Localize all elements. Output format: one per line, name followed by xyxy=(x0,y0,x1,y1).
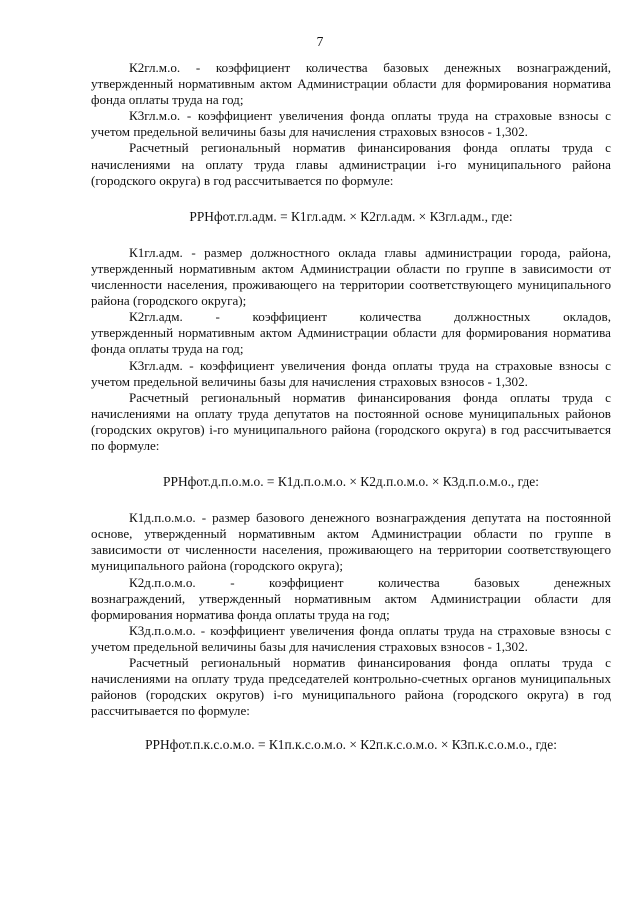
formula-audit-chairs: РРНфот.п.к.с.о.м.о. = К1п.к.с.о.м.о. × К2п.к.с.о.м.о. × К3п.к.с.о.м.о., где: xyxy=(145,737,557,753)
formula-deputies: РРНфот.д.п.о.м.о. = К1д.п.о.м.о. × К2д.п.о.м.о. × К3д.п.о.м.о., где: xyxy=(163,474,539,490)
document-body xyxy=(91,60,611,753)
paragraph-norm-head-admin: Расчетный региональный норматив финансирования фонда оплаты труда с начислениями на оплату труда главы администрации i-го муниципального района (городского округа) в год рассчитывается по формуле: xyxy=(91,140,611,188)
paragraph-k1-d-p-o-m-o: К1д.п.о.м.о. - размер базового денежного вознаграждения депутата на постоянной основе, утвержденный нормативным актом Администрации области по группе в зависимости от численности населения, проживающего на территории соответствующего муниципального района (городского округа); xyxy=(91,510,611,574)
paragraph-k3-d-p-o-m-o: К3д.п.о.м.о. - коэффициент увеличения фонда оплаты труда на страховые взносы с учетом предельной величины базы для начисления страховых взносов - 1,302. xyxy=(91,622,611,654)
paragraph-k2-d-p-o-m-o-rest: вознаграждений, утвержденный нормативным актом Администрации области для формирования норматива фонда оплаты труда на год; xyxy=(91,590,611,622)
paragraph-k3-gl-adm: К3гл.адм. - коэффициент увеличения фонда оплаты труда на страховые взносы с учетом предельной величины базы для начисления страховых взносов - 1,302. xyxy=(91,357,611,389)
paragraph-k2-gl-adm-line1: К2гл.адм. - коэффициент количества должностных окладов, xyxy=(129,309,611,325)
paragraph-k3-gl-mo: К3гл.м.о. - коэффициент увеличения фонда оплаты труда на страховые взносы с учетом предельной величины базы для начисления страховых взносов - 1,302. xyxy=(91,108,611,140)
paragraph-norm-audit-chairs: Расчетный региональный норматив финансирования фонда оплаты труда с начислениями на оплату труда председателей контрольно-счетных органов муниципальных районов (городских округов) i-го муниципального района (городского округа) в год рассчитывается по формуле: xyxy=(91,655,611,719)
formula-head-admin: РРНфот.гл.адм. = К1гл.адм. × К2гл.адм. × К3гл.адм., где: xyxy=(189,208,513,224)
paragraph-k2-gl-adm-rest: утвержденный нормативным актом Администрации области для формирования норматива фонда оплаты труда на год; xyxy=(91,325,611,357)
paragraph-norm-deputies: Расчетный региональный норматив финансирования фонда оплаты труда с начислениями на оплату труда депутатов на постоянной основе муниципальных районов (городских округов) i-го муниципального района (городского округа) в год рассчитывается по формуле: xyxy=(91,389,611,453)
paragraph-k2-gl-mo: К2гл.м.о. - коэффициент количества базовых денежных вознаграждений, утвержденный нормативным актом Администрации области для формирования норматива фонда оплаты труда на год; xyxy=(91,60,611,108)
paragraph-k2-d-p-o-m-o-line1: К2д.п.о.м.о. - коэффициент количества базовых денежных xyxy=(129,574,611,590)
page-number: 7 xyxy=(316,34,324,49)
paragraph-k1-gl-adm: К1гл.адм. - размер должностного оклада главы администрации города, района, утвержденный нормативным актом Администрации области по группе в зависимости от численности населения, проживающего на территории соответствующего муниципального района (городского округа); xyxy=(91,244,611,309)
